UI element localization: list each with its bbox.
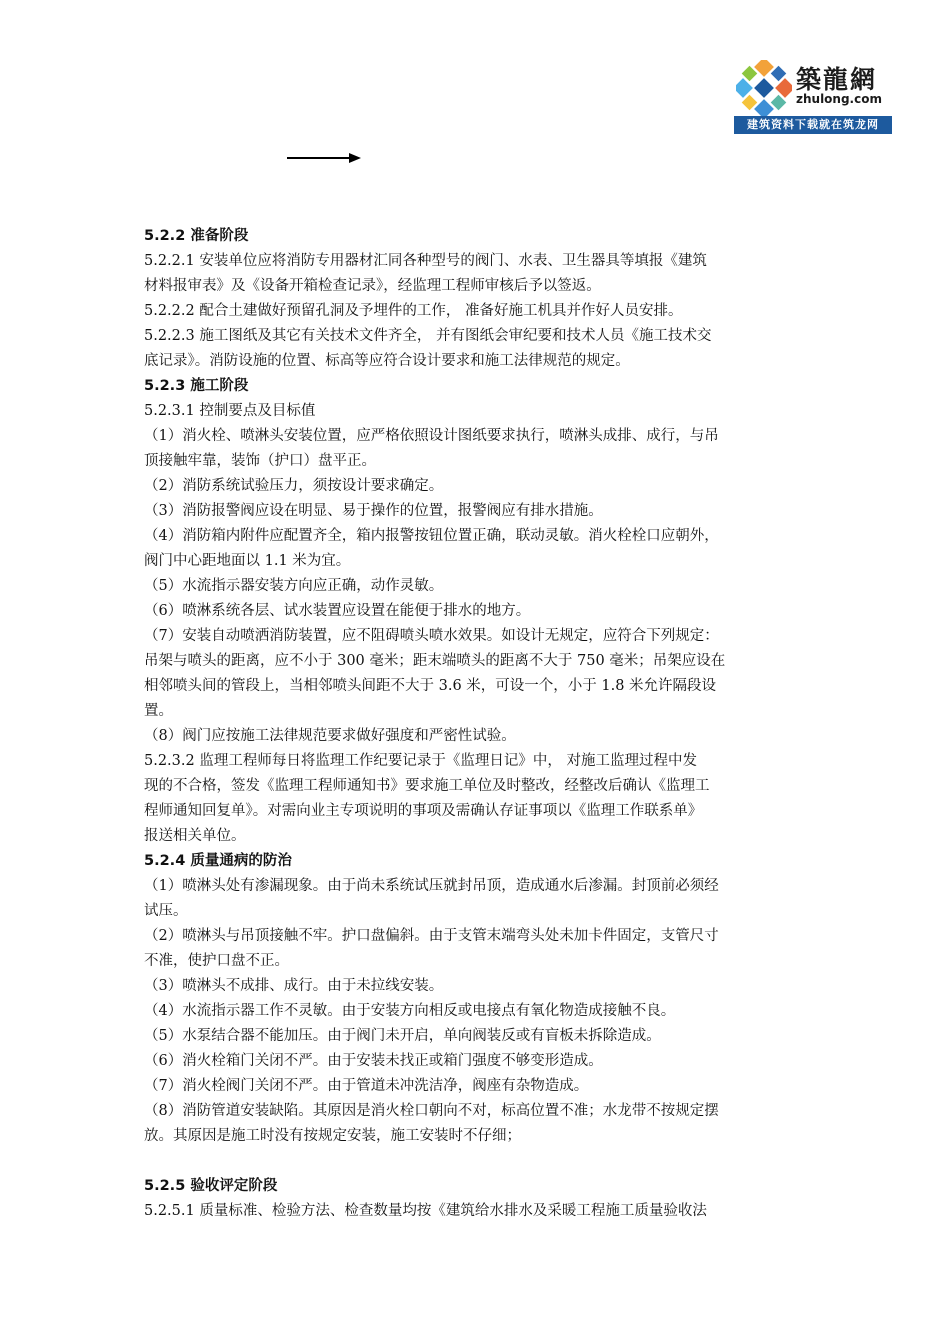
text-line: （4）水流指示器工作不灵敏。由于安装方向相反或电接点有氧化物造成接触不良。 bbox=[144, 1003, 676, 1019]
text-line: 现的不合格，签发《监理工程师通知书》要求施工单位及时整改，经整改后确认《监理工 bbox=[144, 778, 710, 794]
text-line bbox=[144, 1149, 812, 1174]
text-line: （2）喷淋头与吊顶接触不牢。护口盘偏斜。由于支管末端弯头处未加卡件固定，支管尺寸 bbox=[144, 928, 719, 944]
text-line: 报送相关单位。 bbox=[144, 828, 246, 844]
text-line: （1）消火栓、喷淋头安装位置，应严格依照设计图纸要求执行，喷淋头成排、成行，与吊 bbox=[144, 428, 719, 444]
text-line: 程师通知回复单》。对需向业主专项说明的事项及需确认存证事项以《监理工作联系单》 bbox=[144, 803, 703, 819]
text-line: 放。其原因是施工时没有按规定安装，施工安装时不仔细； bbox=[144, 1128, 521, 1144]
text-line: 5.2.5.1 质量标准、检验方法、检查数量均按《建筑给水排水及采暖工程施工质量验收法 bbox=[144, 1203, 707, 1219]
zhulong-logo bbox=[734, 58, 894, 134]
arrow-right-icon bbox=[287, 152, 361, 164]
text-line: 吊架与喷头的距离，应不小于 300 毫米；距末端喷头的距离不大于 750 毫米；吊架应设在 bbox=[144, 653, 726, 669]
text-line: 5.2.3.1 控制要点及目标值 bbox=[144, 403, 316, 419]
text-line: 置。 bbox=[144, 703, 173, 719]
text-line: （7）安装自动喷洒消防装置，应不阻碍喷头喷水效果。如设计无规定，应符合下列规定： bbox=[144, 628, 719, 644]
text-line: 相邻喷头间的管段上，当相邻喷头间距不大于 3.6 米，可设一个，小于 1.8 米允许隔段设 bbox=[144, 678, 717, 694]
text-line: （5）水泵结合器不能加压。由于阀门未开启，单向阀装反或有盲板未拆除造成。 bbox=[144, 1028, 661, 1044]
text-line: （6）消火栓箱门关闭不严。由于安装未找正或箱门强度不够变形造成。 bbox=[144, 1053, 603, 1069]
text-line: （7）消火栓阀门关闭不严。由于管道未冲洗洁净，阀座有杂物造成。 bbox=[144, 1078, 589, 1094]
logo-chinese-name: 築龍網 bbox=[796, 65, 878, 94]
text-line: （4）消防箱内附件应配置齐全，箱内报警按钮位置正确，联动灵敏。消火栓栓口应朝外， bbox=[144, 528, 719, 544]
text-line: （3）消防报警阀应设在明显、易于操作的位置，报警阀应有排水措施。 bbox=[144, 503, 603, 519]
section-heading: 5.2.4 质量通病的防治 bbox=[144, 853, 292, 869]
text-line: （2）消防系统试验压力，须按设计要求确定。 bbox=[144, 478, 444, 494]
text-line: 顶接触牢靠，装饰（护口）盘平正。 bbox=[144, 453, 376, 469]
section-heading: 5.2.3 施工阶段 bbox=[144, 378, 249, 394]
text-line: 不准，使护口盘不正。 bbox=[144, 953, 289, 969]
section-heading: 5.2.2 准备阶段 bbox=[144, 228, 249, 244]
logo-domain: zhulong.com bbox=[796, 92, 882, 106]
text-line: 5.2.2.2 配合土建做好预留孔洞及予埋件的工作， 准备好施工机具并作好人员安排。 bbox=[144, 303, 683, 319]
text-line: 5.2.2.3 施工图纸及其它有关技术文件齐全， 并有图纸会审纪要和技术人员《施工技术交 bbox=[144, 328, 712, 344]
text-line: 材料报审表》及《设备开箱检查记录》，经监理工程师审核后予以签返。 bbox=[144, 278, 601, 294]
text-line: 底记录》。消防设施的位置、标高等应符合设计要求和施工法律规范的规定。 bbox=[144, 353, 630, 369]
text-line: （3）喷淋头不成排、成行。由于未拉线安装。 bbox=[144, 978, 444, 994]
logo-banner: 建筑资料下载就在筑龙网 bbox=[734, 116, 892, 134]
text-line: （8）消防管道安装缺陷。其原因是消火栓口朝向不对，标高位置不准；水龙带不按规定摆 bbox=[144, 1103, 719, 1119]
text-line: 5.2.2.1 安装单位应将消防专用器材汇同各种型号的阀门、水表、卫生器具等填报《建筑 bbox=[144, 253, 707, 269]
text-line: （5）水流指示器安装方向应正确，动作灵敏。 bbox=[144, 578, 444, 594]
text-line: （1）喷淋头处有渗漏现象。由于尚未系统试压就封吊顶，造成通水后渗漏。封顶前必须经 bbox=[144, 878, 719, 894]
text-line: （8）阀门应按施工法律规范要求做好强度和严密性试验。 bbox=[144, 728, 516, 744]
text-line: 阀门中心距地面以 1.1 米为宜。 bbox=[144, 553, 351, 569]
section-heading: 5.2.5 验收评定阶段 bbox=[144, 1178, 278, 1194]
text-line: 试压。 bbox=[144, 903, 188, 919]
text-line: 5.2.3.2 监理工程师每日将监理工作纪要记录于《监理日记》中， 对施工监理过程中发 bbox=[144, 753, 697, 769]
text-line: （6）喷淋系统各层、试水装置应设置在能便于排水的地方。 bbox=[144, 603, 531, 619]
snowflake-logo-icon bbox=[736, 60, 792, 116]
document-body bbox=[144, 224, 812, 1224]
